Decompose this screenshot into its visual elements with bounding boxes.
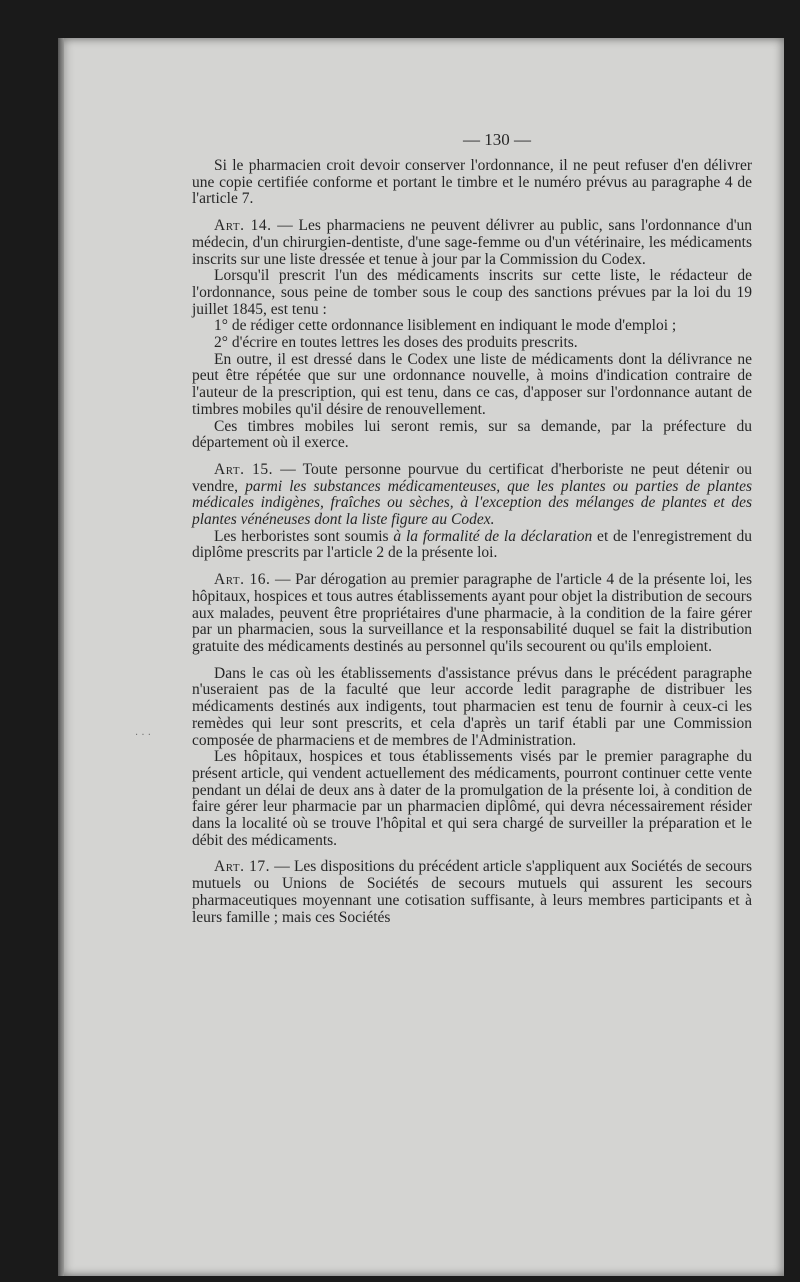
page-number: — 130 — (463, 130, 531, 149)
article-label: Art. 17. (214, 858, 271, 876)
page-binding-edge (58, 38, 64, 1276)
article-14: Art. 14. — Les pharmaciens ne peuvent délivrer au public, sans l'ordonnance d'un médecin, d'un chirurgien-dentiste, d'une sage-femme ou d'un vétérinaire, les médicaments inscrits sur une liste dressée et tenue à jour par la Commission du Codex. (192, 217, 752, 268)
paragraph-11: Dans le cas où les établissements d'assistance prévus dans le précédent paragraphe n'useraient pas de la faculté que leur accorde ledit paragraphe de distribuer les médicaments destinés aux indigents, tout pharmacien est tenu de fournir à ceux-ci les remèdes qui leur sont prescrits, et cela d'après un tarif établi par une Commission composée de pharmaciens et de membres de l'Administration. (192, 664, 752, 749)
paragraph-9: Les herboristes sont soumis à la formalité de la déclaration et de l'enregistrement du diplôme prescrits par l'article 2 de la présente loi. (192, 527, 753, 562)
paragraph-4: 1° de rédiger cette ordonnance lisiblement en indiquant le mode d'emploi ; (214, 317, 677, 335)
article-17: Art. 17. — Les dispositions du précédent article s'appliquent aux Sociétés de secours mutuels ou Unions de Sociétés de secours mutuels qui assurent les secours pharmaceutiques moyennant une cotisation suffisante, à leurs membres participants et à leurs famille ; mais ces Sociétés (192, 858, 753, 926)
article-16: Art. 16. — Par dérogation au premier paragraphe de l'article 4 de la présente loi, les hôpitaux, hospices et tous autres établissements ayant pour objet la distribution de secours aux malades, peuvent être propriétaires d'une pharmacie, à la condition de la faire gérer par un pharmacien, sous la surveillance et la responsabilité duquel se fait la distribution gratuite des médicaments destinés au personnel qu'ils secourent ou qu'ils emploient. (192, 571, 752, 655)
paragraph-1: Si le pharmacien croit devoir conserver l'ordonnance, il ne peut refuser d'en délivrer une copie certifiée conforme et portant le timbre et le numéro prévus au paragraphe 4 de l'article 7. (192, 157, 752, 208)
paragraph-3: Lorsqu'il prescrit l'un des médicaments inscrits sur cette liste, le rédacteur de l'ordonnance, sous peine de tomber sous le coup des sanctions prévues par la loi du 19 juillet 1845, est tenu : (192, 267, 752, 318)
article-label: Art. 16. (214, 571, 271, 589)
paragraph-12: Les hôpitaux, hospices et tous établissements visés par le premier paragraphe du présent article, qui vendent actuellement des médicaments, pourront continuer cette vente pendant un délai de deux ans à dater de la promulgation de la présente loi, à condition de faire gérer leur pharmacie par un pharmacien diplômé, qui devra nécessairement résider dans la localité où se trouve l'hôpital et qui sera chargé de surveiller la préparation et le débit des médicaments. (192, 748, 752, 849)
paragraph-7: Ces timbres mobiles lui seront remis, sur sa demande, par la préfecture du département où il exerce. (192, 417, 752, 452)
article-label: Art. 15. (214, 460, 274, 478)
article-label: Art. 14. (214, 217, 272, 235)
page-body (192, 128, 752, 926)
paragraph-5: 2° d'écrire en toutes lettres les doses des produits prescrits. (214, 334, 578, 352)
paragraph-6: En outre, il est dressé dans le Codex une liste de médicaments dont la délivrance ne peut être répétée que sur une ordonnance nouvelle, à moins d'indication contraire de l'auteur de la prescription, qui est tenu, dans ce cas, d'apposer sur l'ordonnance autant de timbres mobiles qu'il désire de renouvellement. (192, 350, 752, 418)
margin-mark: · · · (135, 730, 151, 741)
article-15: Art. 15. — Toute personne pourvue du certificat d'herboriste ne peut détenir ou vendre, parmi les substances médicamenteuses, que les plantes ou parties de plantes médicales indigènes, fraîches ou sèches, à l'exception des mélanges de plantes et des plantes vénéneuses dont la liste figure au Codex. (192, 460, 752, 529)
